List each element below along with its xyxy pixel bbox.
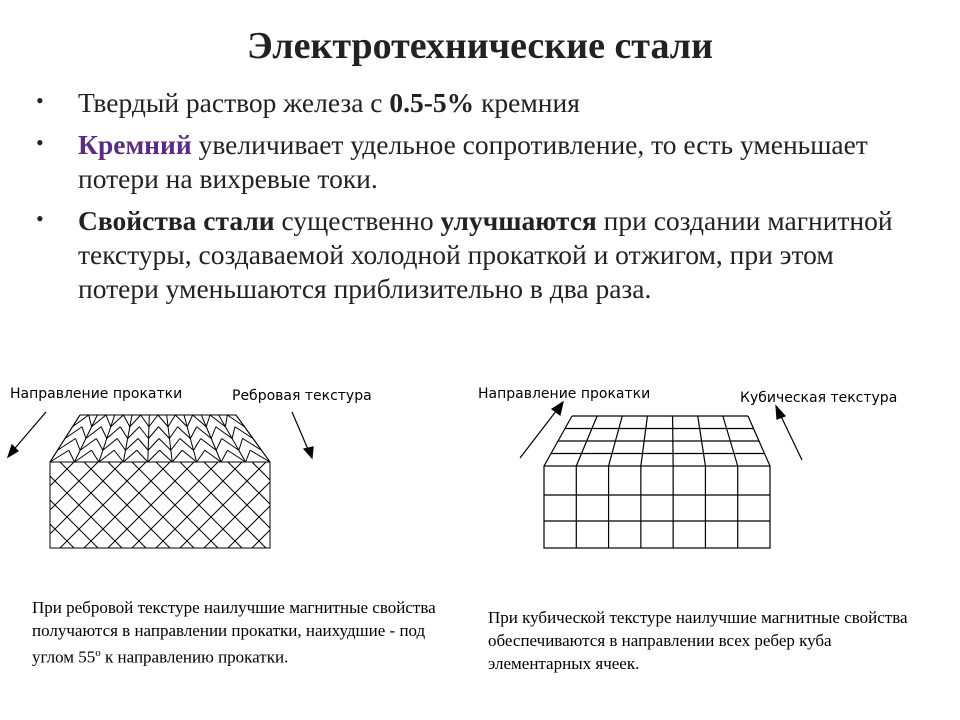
cube-texture-label: Кубическая текстура [740, 390, 898, 406]
bullet-accent-text: Кремний [78, 129, 192, 160]
bullet-text: кремния [474, 87, 580, 118]
left-rolling-direction-label: Направление прокатки [10, 386, 183, 402]
bullet-bold-text: 0.5-5% [389, 87, 475, 118]
caption-superscript: о [95, 647, 101, 659]
bullet-item [36, 86, 916, 120]
bullet-dot-icon: • [36, 88, 44, 113]
right-rolling-direction-label: Направление прокатки [478, 386, 651, 402]
slide-title: Электротехнические стали [246, 25, 713, 67]
bullet-list [36, 86, 916, 314]
bullet-text: увеличивает удельное сопротивление, то есть уменьшает потери на вихревые токи. [78, 129, 868, 194]
caption-text: к направлению прокатки. [100, 647, 289, 667]
edge-texture-label: Ребровая текстура [232, 388, 372, 404]
bullet-item [36, 204, 916, 306]
bullet-bold-text: Свойства стали [78, 205, 275, 236]
cube-texture-diagram [500, 400, 940, 570]
bullet-text: при создании магнитной текстуры, создаваемой холодной прокаткой и отжигом, при этом потери уменьшаются приблизительно в два раза. [78, 205, 893, 304]
bullet-item [36, 128, 916, 196]
edge-texture-diagram [0, 400, 400, 580]
bullet-dot-icon: • [36, 130, 44, 155]
bullet-text: существенно [274, 205, 441, 236]
bullet-dot-icon: • [36, 206, 44, 231]
cube-texture-caption: При кубической текстуре наилучшие магнитные свойства обеспечиваются в направлении всех ребер куба элементарных ячеек. [488, 608, 908, 673]
bullet-bold-text: улучшаются [440, 205, 597, 236]
bullet-text: Твердый раствор железа с [78, 87, 390, 118]
caption-text: При ребровой текстуре наилучшие магнитные свойства получаются в направлении прокатки, наихудшие - под углом 55 [32, 598, 436, 667]
edge-texture-caption [32, 596, 462, 669]
